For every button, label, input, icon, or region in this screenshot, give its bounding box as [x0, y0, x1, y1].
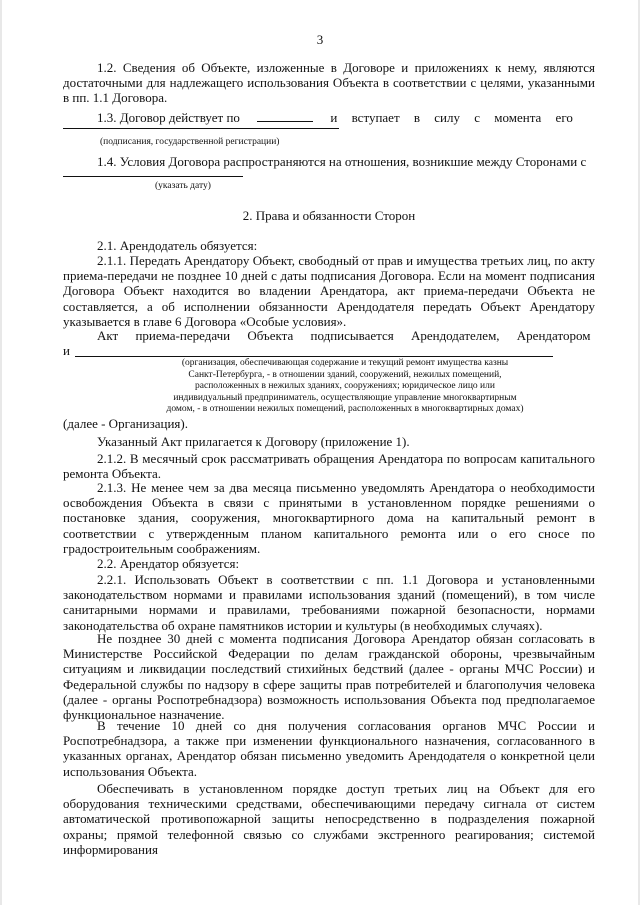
caption-date: (указать дату)	[155, 181, 211, 191]
clause-2-1-1: 2.1.1. Передать Арендатору Объект, свободный от прав и имущества третьих лиц, по акту приема-передачи не позднее 10 дней с даты подписания Договора. Если на момент подписания Договора Объект находится во владении Арендатора, акт приема-передачи Объекта не составляется, а об исполнении обязанности Арендодателя передать Объект Арендатору указывается в главе 6 Договора «Особые условия».	[63, 253, 595, 329]
caption-org-line: домом, - в отношении нежилых помещений, расположенных в многоквартирных домах)	[166, 404, 524, 414]
caption-org-line: Санкт-Петербурга, - в отношении зданий, сооружений, нежилых помещений,	[188, 369, 502, 380]
page-number: 3	[316, 32, 324, 47]
caption-org-line: расположенных в нежилых зданиях, сооружениях; юридическое лицо или	[195, 381, 495, 391]
blank-registration-line	[63, 128, 339, 129]
clause-30-days: Не позднее 30 дней с момента подписания Договора Арендатор обязан согласовать в Министерстве Российской Федерации по делам гражданской обороны, чрезвычайным ситуациям и ликвидации последствий стихийных бедствий (далее - органы МЧС России) и Федеральной службы по надзору в сфере защиты прав потребителей и благополучия человека (далее - органы Роспотребнадзора) возможность использования Объекта под предполагаемое функциональное назначение.	[63, 631, 595, 723]
clause-2-2: 2.2. Арендатор обязуется:	[97, 556, 240, 571]
caption-org-line: (организация, обеспечивающая содержание и текущий ремонт имущества казны	[181, 358, 509, 368]
blank-term-line	[257, 121, 313, 122]
clause-2-1: 2.1. Арендодатель обязуется:	[97, 238, 258, 253]
act-signing: Акт приема-передачи Объекта подписывается Арендодателем, Арендатором	[97, 328, 591, 343]
clause-2-2-1: 2.2.1. Использовать Объект в соответствии с пп. 1.1 Договора и установленными законодательством нормами и правилами использования зданий (помещений), в том числе санитарными нормами и правилами, требованиями пожарной безопасности, нормами законодательства об охране памятников истории и культуры (в необходимых случаях).	[63, 572, 595, 633]
clause-access: Обеспечивать в установленном порядке доступ третьих лиц на Объект для его оборудования техническими средствами, обеспечивающими передачу сигнала от систем автоматической противопожарной защиты непосредственно в подразделения пожарной охраны; прямой телефонной связью со службами экстренного реагирования; системой информирования	[63, 781, 595, 857]
caption-organization	[150, 358, 540, 416]
clause-1-3-end: и вступает в силу с момента его	[330, 110, 573, 125]
clause-1-3-start: 1.3. Договор действует по	[97, 110, 240, 125]
clause-1-3	[63, 110, 595, 125]
scan-left-edge	[0, 0, 2, 905]
clause-1-2: 1.2. Сведения об Объекте, изложенные в Договоре и приложениях к нему, являются достаточными для надлежащего использования Объекта в соответствии с целями, указанными в пп. 1.1 Договора.	[63, 60, 595, 106]
clause-10-days: В течение 10 дней со дня получения согласования органов МЧС России и Роспотребнадзора, а также при изменении функционального назначения, согласованного в указанных органах, Арендатор обязан письменно уведомить Арендодателя о конкретной цели использования Объекта.	[63, 718, 595, 779]
blank-date-line	[63, 176, 243, 177]
clause-1-4: 1.4. Условия Договора распространяются на отношения, возникшие между Сторонами с	[97, 154, 587, 169]
clause-2-1-3: 2.1.3. Не менее чем за два месяца письменно уведомлять Арендатора о необходимости освобождения Объекта в связи с принятыми в установленном порядке решениями о постановке здания, сооружения, многоквартирного дома на капитальный ремонт в соответствии с утвержденным планом капитального ремонта или о его сносе по градостроительным соображениям.	[63, 480, 595, 556]
act-and: и	[63, 343, 70, 358]
caption-org-line: индивидуальный предприниматель, осуществляющие управление многоквартирным	[173, 392, 517, 403]
clause-2-1-2: 2.1.2. В месячный срок рассматривать обращения Арендатора по вопросам капитального ремонта Объекта.	[63, 451, 595, 482]
blank-organization-line	[75, 356, 553, 357]
section-2-title: 2. Права и обязанности Сторон	[242, 208, 416, 223]
caption-registration: (подписания, государственной регистрации)	[100, 137, 280, 147]
act-attachment: Указанный Акт прилагается к Договору (приложение 1).	[97, 434, 410, 449]
organization-note: (далее - Организация).	[63, 416, 188, 431]
